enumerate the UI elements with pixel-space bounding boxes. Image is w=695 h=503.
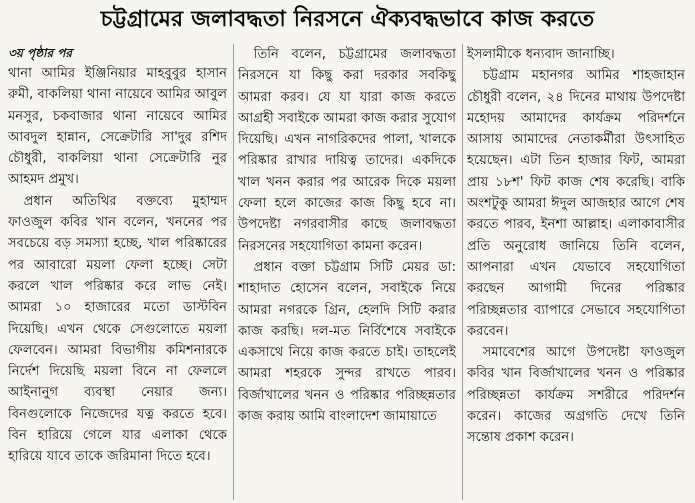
paragraph: চট্টগ্রাম মহানগর আমির শাহজাহান চৌধুরী বলেন, ২৪ দিনের মাথায় উপদেষ্টা মহোদয় আমাদের কার্যক্রম পরিদর্শনে আসায় আমাদের নেতাকর্মীরা উৎসাহিত হয়েছেন। এটা তিন হাজার ফিট, আমরা প্রায় ১৮শ' ফিট কাজ শেষ করেছি। বাকি অংশটুকু আমরা ঈদুল আজহার আগে শেষ করতে পারব, ইনশা আল্লাহ। এলাকাবাসীর প্রতি অনুরোধ জানিয়ে তিনি বলেন, আপনারা এখন যেভাবে সহযোগিতা করছেন আগামী দিনের পরিষ্কার পরিচ্ছন্নতার ব্যাপারে সেভাবে সহযোগিতা করবেন। <box>467 68 685 339</box>
paragraph: প্রধান বক্তা চট্টগ্রাম সিটি মেয়র ডা: শাহাদাত হোসেন বলেন, সবাইকে নিয়ে আমরা নগরকে গ্রিন, হেলদি সিটি করার কাজ করছি। দল-মত নির্বিশেষে সবাইকে একসাথে নিয়ে কাজ করতে চাই। তাহলেই আমরা শহরকে সুন্দর রাখতে পারব। বির্জাখালের খনন ও পরিষ্কার পরিচ্ছন্নতার কাজ করায় আমি বাংলাদেশ জামায়াতে <box>238 259 456 425</box>
paragraph: ইসলামীকে ধন্যবাদ জানাচ্ছি। <box>467 47 615 62</box>
paragraph: থানা আমির ইঞ্জিনিয়ার মাহবুবুর হাসান রুমী, বাকলিয়া থানা নায়েবে আমির আবুল মনসুর, চকবাজার থানা নায়েবে আমির আবদুল হান্নান, সেক্রেটারি সা'দুর রশিদ চৌধুরী, বাকলিয়া থানা সেক্রেটারি নুর আহমদ প্রমুখ। <box>8 66 227 188</box>
continuation-label: ৩য় পৃষ্ঠার পর <box>8 46 73 60</box>
column-3 <box>462 44 691 500</box>
column-1 <box>4 44 233 500</box>
paragraph: সমাবেশের আগে উপদেষ্টা ফাওজুল কবির খান বির্জাখালের খনন ও পরিষ্কার পরিচ্ছন্নতা কার্যক্রম সশরীরে পরিদর্শন করেন। কাজের অগ্রগতি দেখে তিনি সন্তোষ প্রকাশ করেন। <box>467 345 685 446</box>
headline: চট্টগ্রামের জলাবদ্ধতা নিরসনে ঐক্যবদ্ধভাবে কাজ করতে <box>100 6 595 32</box>
paragraph: প্রধান অতিথির বক্তব্যে মুহাম্মদ ফাওজুল কবির খান বলেন, খননের পর সবচেয়ে বড় সমস্যা হচ্ছে, খাল পরিষ্কারের পর আবারো ময়লা ফেলা হচ্ছে। সেটা করলে খাল পরিষ্কার করে লাভ নেই। আমরা ১০ হাজারের মতো ডাস্টবিন দিয়েছি। এখন থেকে সেগুলোতে ময়লা ফেলবেন। আমরা বিভাগীয় কমিশনারকে নির্দেশ দিয়েছি ময়লা বিনে না ফেললে আইনানুগ ব্যবস্থা নেয়ার জন্য। বিনগুলোকে নিজেদের যত্ন করতে হবে। বিন হারিয়ে গেলে যার এলাকা থেকে হারিয়ে যাবে তাকে জরিমানা দিতে হবে। <box>8 193 227 465</box>
column-2 <box>233 44 462 500</box>
paragraph: তিনি বলেন, চট্টগ্রামের জলাবদ্ধতা নিরসনে যা কিছু করা দরকার সবকিছু আমরা করব। যে যা যারা কাজ করতে আগ্রহী সবাইকে আমরা কাজ করার সুযোগ দিয়েছি। এখন নাগরিকদের পালা, খালকে পরিষ্কার রাখার দায়িত্ব তাদের। একদিকে খাল খনন করার পর আরেক দিকে ময়লা ফেলা হলে কাজের কাজ কিছু হবে না। উপদেষ্টা নগরবাসীর কাছে জলাবদ্ধতা নিরসনের সহযোগিতা কামনা করেন। <box>238 47 456 254</box>
article-columns <box>4 44 691 500</box>
